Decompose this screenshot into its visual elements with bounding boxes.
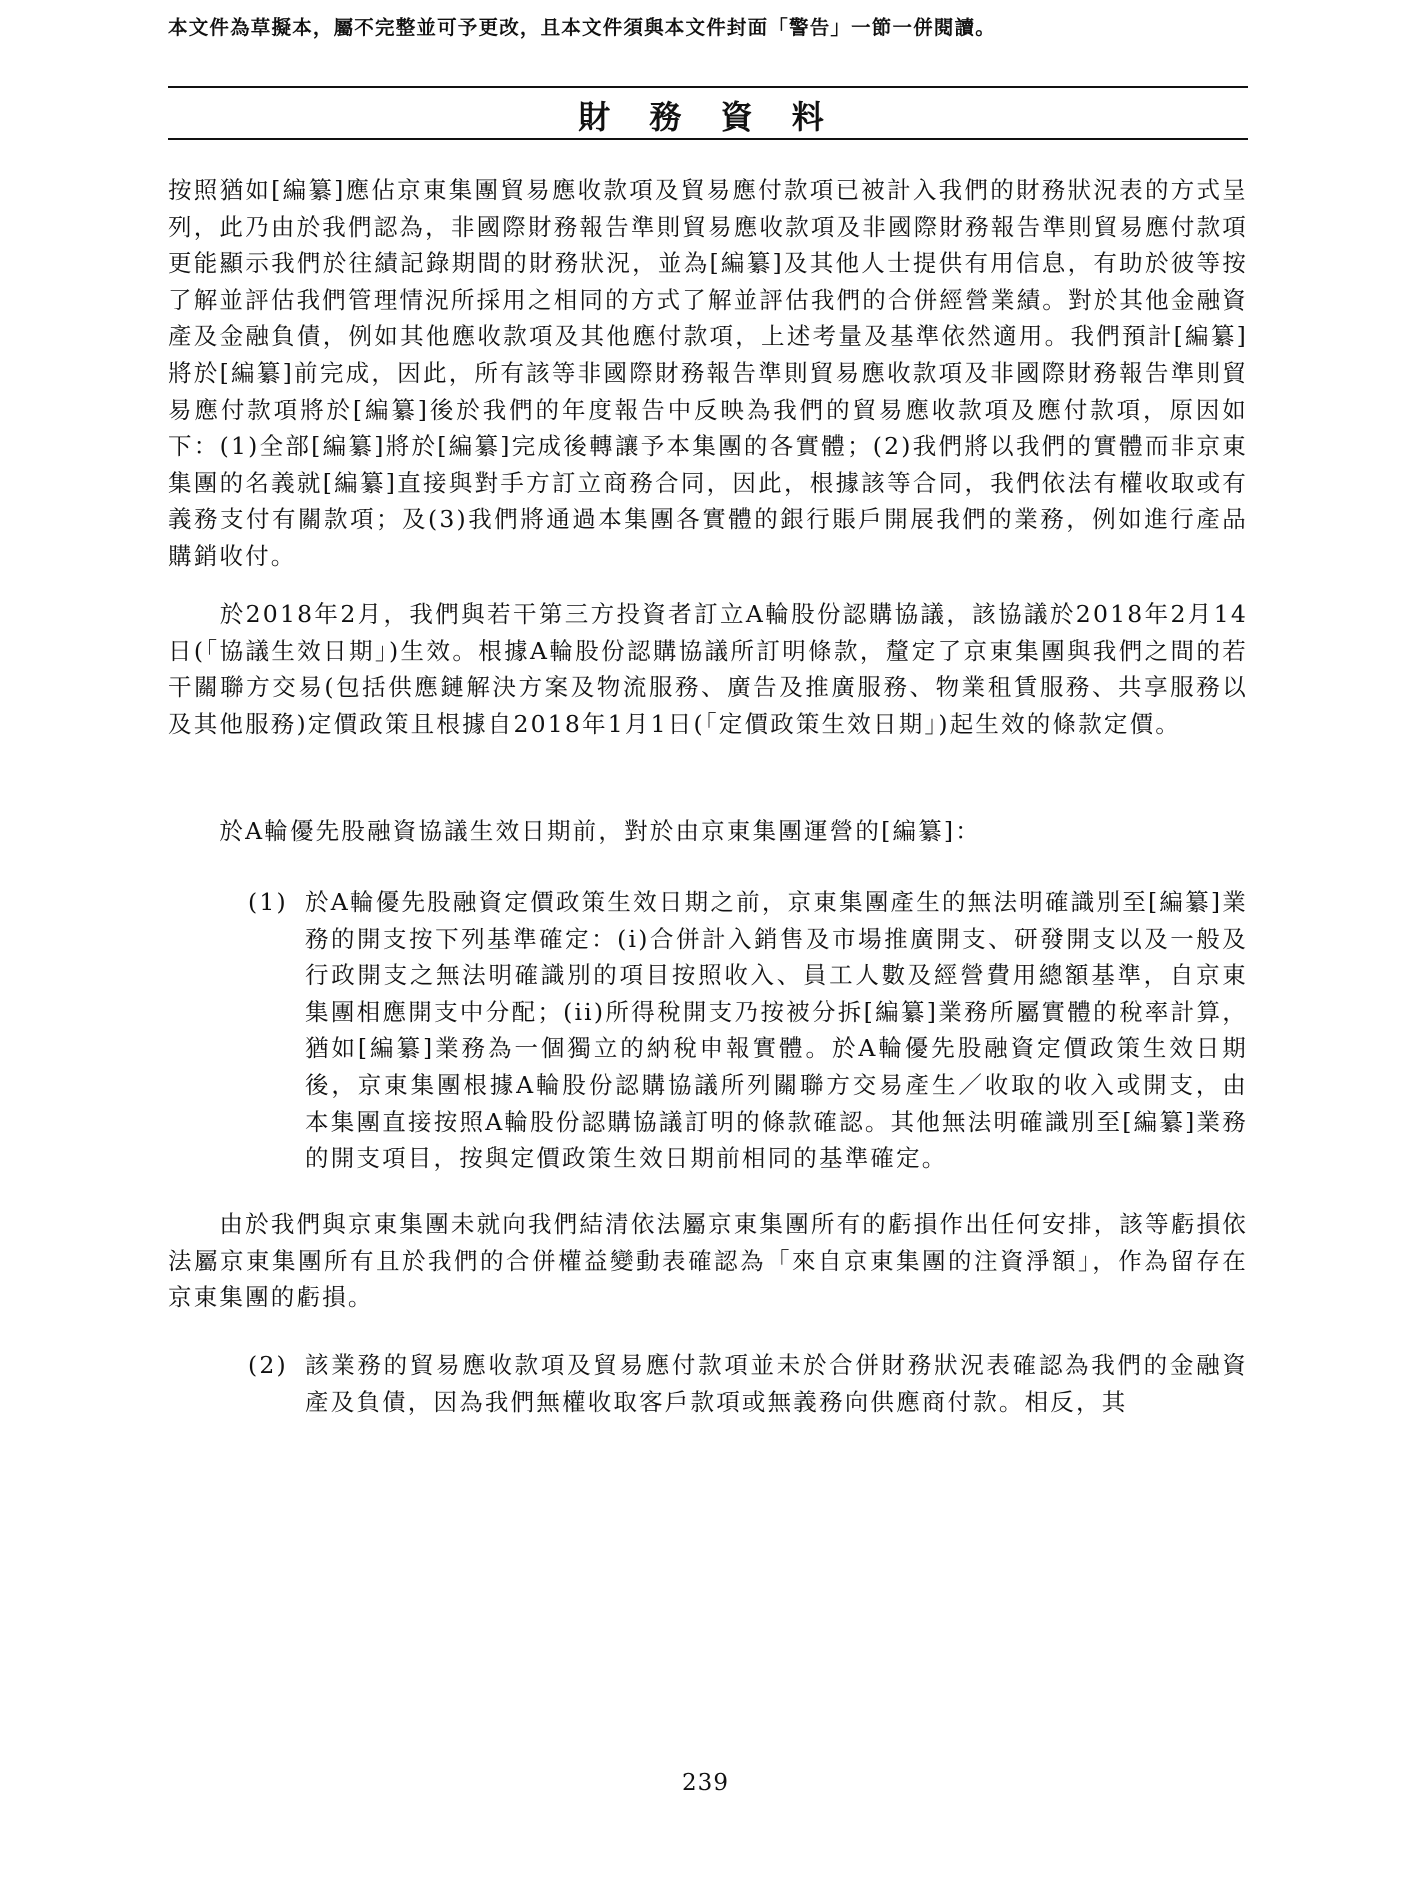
- list-item-number: (2): [248, 1351, 288, 1379]
- list-item-text: 該業務的貿易應收款項及貿易應付款項並未於合併財務狀況表確認為我們的金融資產及負債，因為我們無權收取客戶款項或無義務向供應商付款。相反，其: [305, 1351, 1248, 1416]
- list-item: [248, 884, 1248, 1177]
- list-item-text: 於A輪優先股融資定價政策生效日期之前，京東集團產生的無法明確識別至[編纂]業務的開支按下列基準確定：(i)合併計入銷售及市場推廣開支、研發開支以及一般及行政開支之無法明確識別的項目按照收入、員工人數及經營費用總額基準，自京東集團相應開支中分配；(ii)所得稅開支乃按被分拆[編纂]業務所屬實體的稅率計算，猶如[編纂]業務為一個獨立的納稅申報實體。於A輪優先股融資定價政策生效日期後，京東集團根據A輪股份認購協議所列關聯方交易產生／收取的收入或開支，由本集團直接按照A輪股份認購協議訂明的條款確認。其他無法明確識別至[編纂]業務的開支項目，按與定價政策生效日期前相同的基準確定。: [305, 888, 1248, 1173]
- list-item-number: (1): [248, 888, 288, 916]
- paragraph-before-effective-date: 於A輪優先股融資協議生效日期前，對於由京東集團運營的[編纂]：: [168, 817, 981, 845]
- page-number: 239: [682, 1770, 729, 1796]
- paragraph-presentation-basis: 按照猶如[編纂]應佔京東集團貿易應收款項及貿易應付款項已被計入我們的財務狀況表的方式呈列，此乃由於我們認為，非國際財務報告準則貿易應收款項及非國際財務報告準則貿易應付款項更能顯示我們於往績記錄期間的財務狀況，並為[編纂]及其他人士提供有用信息，有助於彼等按了解並評估我們管理情況所採用之相同的方式了解並評估我們的合併經營業績。對於其他金融資產及金融負債，例如其他應收款項及其他應付款項，上述考量及基準依然適用。我們預計[編纂]將於[編纂]前完成，因此，所有該等非國際財務報告準則貿易應收款項及非國際財務報告準則貿易應付款項將於[編纂]後於我們的年度報告中反映為我們的貿易應收款項及應付款項，原因如下：(1)全部[編纂]將於[編纂]完成後轉讓予本集團的各實體；(2)我們將以我們的實體而非京東集團的名義就[編纂]直接與對手方訂立商務合同，因此，根據該等合同，我們依法有權收取或有義務支付有關款項；及(3)我們將通過本集團各實體的銀行賬戶開展我們的業務，例如進行產品購銷收付。: [168, 176, 1248, 570]
- paragraph-losses-retained: 由於我們與京東集團未就向我們結清依法屬京東集團所有的虧損作出任何安排，該等虧損依法屬京東集團所有且於我們的合併權益變動表確認為「來自京東集團的注資淨額」，作為留存在京東集團的虧損。: [168, 1210, 1248, 1312]
- draft-disclaimer: 本文件為草擬本，屬不完整並可予更改，且本文件須與本文件封面「警告」一節一併閱讀。: [168, 16, 997, 39]
- section-title: 財 務 資 料: [578, 98, 838, 136]
- paragraph-subscription-agreement: 於2018年2月，我們與若干第三方投資者訂立A輪股份認購協議，該協議於2018年2月14日(「協議生效日期」)生效。根據A輪股份認購協議所訂明條款，釐定了京東集團與我們之間的若干關聯方交易(包括供應鏈解決方案及物流服務、廣告及推廣服務、物業租賃服務、共享服務以及其他服務)定價政策且根據自2018年1月1日(「定價政策生效日期」)起生效的條款定價。: [168, 600, 1248, 738]
- title-rule-bottom: [168, 138, 1248, 140]
- title-rule-top: [168, 86, 1248, 88]
- list-item: [248, 1347, 1248, 1420]
